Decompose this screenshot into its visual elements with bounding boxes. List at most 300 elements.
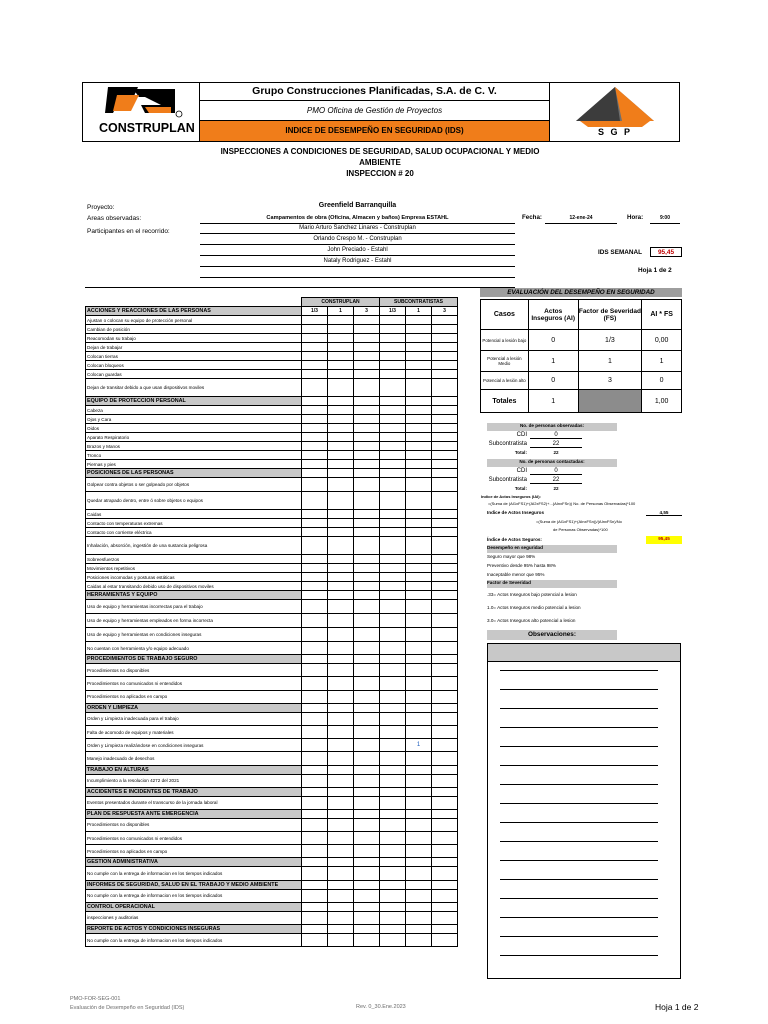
check-cell[interactable] xyxy=(354,510,380,519)
check-cell[interactable] xyxy=(354,752,380,765)
check-cell[interactable] xyxy=(406,765,432,774)
check-cell[interactable] xyxy=(354,677,380,690)
check-cell[interactable] xyxy=(406,537,432,555)
check-cell[interactable] xyxy=(406,614,432,628)
check-cell[interactable] xyxy=(354,818,380,831)
check-cell[interactable] xyxy=(406,316,432,325)
check-cell[interactable] xyxy=(406,433,432,442)
check-cell[interactable] xyxy=(328,343,354,352)
check-cell[interactable] xyxy=(302,880,328,889)
check-cell[interactable] xyxy=(302,352,328,361)
check-cell[interactable] xyxy=(406,690,432,703)
check-cell[interactable] xyxy=(302,424,328,433)
check-cell[interactable] xyxy=(432,845,458,858)
check-cell[interactable] xyxy=(302,537,328,555)
check-cell[interactable] xyxy=(380,796,406,809)
check-cell[interactable] xyxy=(354,537,380,555)
check-cell[interactable] xyxy=(432,911,458,924)
check-cell[interactable] xyxy=(354,492,380,510)
check-cell[interactable] xyxy=(354,600,380,614)
check-cell[interactable] xyxy=(328,628,354,642)
check-cell[interactable] xyxy=(302,600,328,614)
check-cell[interactable] xyxy=(328,370,354,379)
check-cell[interactable] xyxy=(328,361,354,370)
check-cell[interactable] xyxy=(432,934,458,947)
check-cell[interactable] xyxy=(302,442,328,451)
check-cell[interactable] xyxy=(302,911,328,924)
check-cell[interactable] xyxy=(354,655,380,664)
check-cell[interactable] xyxy=(354,765,380,774)
check-cell[interactable] xyxy=(328,510,354,519)
check-cell[interactable] xyxy=(432,510,458,519)
check-cell[interactable] xyxy=(328,442,354,451)
check-cell[interactable] xyxy=(380,469,406,478)
check-cell[interactable] xyxy=(380,832,406,845)
check-cell[interactable] xyxy=(328,325,354,334)
observation-line[interactable] xyxy=(500,936,658,937)
check-cell[interactable] xyxy=(432,664,458,677)
check-cell[interactable] xyxy=(302,460,328,469)
check-cell[interactable] xyxy=(380,934,406,947)
check-cell[interactable] xyxy=(380,406,406,415)
check-cell[interactable] xyxy=(302,934,328,947)
check-cell[interactable] xyxy=(354,774,380,787)
check-cell[interactable] xyxy=(432,573,458,582)
observation-line[interactable] xyxy=(500,784,658,785)
check-cell[interactable] xyxy=(302,573,328,582)
check-cell[interactable] xyxy=(302,703,328,712)
check-cell[interactable] xyxy=(406,712,432,725)
check-cell[interactable] xyxy=(380,642,406,655)
check-cell[interactable] xyxy=(354,460,380,469)
check-cell[interactable] xyxy=(354,725,380,738)
check-cell[interactable] xyxy=(328,424,354,433)
check-cell[interactable] xyxy=(406,664,432,677)
check-cell[interactable] xyxy=(432,628,458,642)
check-cell[interactable] xyxy=(302,845,328,858)
observation-line[interactable] xyxy=(500,898,658,899)
check-cell[interactable] xyxy=(328,796,354,809)
check-cell[interactable] xyxy=(328,858,354,867)
check-cell[interactable] xyxy=(380,739,406,752)
check-cell[interactable] xyxy=(302,655,328,664)
observation-line[interactable] xyxy=(500,689,658,690)
check-cell[interactable] xyxy=(406,925,432,934)
check-cell[interactable] xyxy=(432,316,458,325)
check-cell[interactable] xyxy=(380,818,406,831)
check-cell[interactable] xyxy=(302,925,328,934)
check-cell[interactable] xyxy=(354,889,380,902)
check-cell[interactable] xyxy=(328,642,354,655)
check-cell[interactable] xyxy=(432,424,458,433)
check-cell[interactable] xyxy=(302,564,328,573)
check-cell[interactable] xyxy=(354,628,380,642)
check-cell[interactable] xyxy=(328,664,354,677)
check-cell[interactable] xyxy=(432,703,458,712)
check-cell[interactable] xyxy=(302,397,328,406)
check-cell[interactable] xyxy=(380,325,406,334)
check-cell[interactable] xyxy=(328,845,354,858)
check-cell[interactable] xyxy=(432,537,458,555)
check-cell[interactable] xyxy=(328,677,354,690)
check-cell[interactable] xyxy=(328,703,354,712)
check-cell[interactable] xyxy=(328,655,354,664)
check-cell[interactable] xyxy=(354,316,380,325)
check-cell[interactable] xyxy=(406,858,432,867)
check-cell[interactable] xyxy=(432,677,458,690)
check-cell[interactable] xyxy=(328,352,354,361)
check-cell[interactable] xyxy=(406,352,432,361)
check-cell[interactable] xyxy=(406,424,432,433)
check-cell[interactable] xyxy=(406,867,432,880)
observation-line[interactable] xyxy=(500,670,658,671)
observation-line[interactable] xyxy=(500,765,658,766)
check-cell[interactable] xyxy=(328,690,354,703)
check-cell[interactable] xyxy=(380,664,406,677)
check-cell[interactable] xyxy=(354,809,380,818)
check-cell[interactable] xyxy=(328,911,354,924)
check-cell[interactable] xyxy=(302,492,328,510)
check-cell[interactable] xyxy=(380,655,406,664)
check-cell[interactable] xyxy=(380,379,406,397)
check-cell[interactable] xyxy=(432,555,458,564)
check-cell[interactable] xyxy=(354,528,380,537)
check-cell[interactable] xyxy=(380,564,406,573)
check-cell[interactable] xyxy=(328,582,354,591)
check-cell[interactable] xyxy=(354,614,380,628)
check-cell[interactable] xyxy=(432,433,458,442)
check-cell[interactable] xyxy=(380,460,406,469)
check-cell[interactable] xyxy=(380,614,406,628)
check-cell[interactable] xyxy=(406,451,432,460)
check-cell[interactable] xyxy=(380,442,406,451)
check-cell[interactable] xyxy=(432,334,458,343)
check-cell[interactable] xyxy=(328,787,354,796)
check-cell[interactable] xyxy=(406,564,432,573)
check-cell[interactable] xyxy=(302,752,328,765)
check-cell[interactable] xyxy=(432,902,458,911)
check-cell[interactable] xyxy=(354,361,380,370)
check-cell[interactable] xyxy=(406,628,432,642)
check-cell[interactable] xyxy=(406,796,432,809)
check-cell[interactable] xyxy=(406,582,432,591)
check-cell[interactable] xyxy=(354,880,380,889)
check-cell[interactable] xyxy=(328,600,354,614)
check-cell[interactable] xyxy=(328,316,354,325)
check-cell[interactable] xyxy=(354,334,380,343)
check-cell[interactable] xyxy=(432,442,458,451)
check-cell[interactable] xyxy=(380,774,406,787)
check-cell[interactable] xyxy=(302,469,328,478)
check-cell[interactable] xyxy=(302,739,328,752)
check-cell[interactable] xyxy=(432,614,458,628)
check-cell[interactable] xyxy=(432,460,458,469)
check-cell[interactable] xyxy=(406,379,432,397)
check-cell[interactable] xyxy=(354,642,380,655)
check-cell[interactable] xyxy=(380,478,406,492)
check-cell[interactable] xyxy=(380,809,406,818)
check-cell[interactable] xyxy=(432,809,458,818)
check-cell[interactable] xyxy=(328,880,354,889)
check-cell[interactable] xyxy=(354,787,380,796)
check-cell[interactable] xyxy=(432,406,458,415)
check-cell[interactable] xyxy=(354,469,380,478)
check-cell[interactable] xyxy=(354,582,380,591)
check-cell[interactable] xyxy=(302,765,328,774)
observation-line[interactable] xyxy=(500,860,658,861)
check-cell[interactable] xyxy=(354,451,380,460)
check-cell[interactable] xyxy=(432,343,458,352)
check-cell[interactable] xyxy=(380,316,406,325)
check-cell[interactable] xyxy=(406,519,432,528)
check-cell[interactable] xyxy=(354,573,380,582)
check-cell[interactable] xyxy=(354,424,380,433)
check-cell[interactable] xyxy=(354,433,380,442)
check-cell[interactable] xyxy=(302,690,328,703)
check-cell[interactable] xyxy=(380,925,406,934)
check-cell[interactable] xyxy=(432,451,458,460)
check-cell[interactable] xyxy=(328,889,354,902)
check-cell[interactable] xyxy=(406,752,432,765)
check-cell[interactable] xyxy=(380,361,406,370)
check-cell[interactable] xyxy=(302,528,328,537)
check-cell[interactable] xyxy=(354,664,380,677)
check-cell[interactable] xyxy=(328,765,354,774)
check-cell[interactable] xyxy=(302,712,328,725)
check-cell[interactable] xyxy=(302,510,328,519)
check-cell[interactable] xyxy=(302,725,328,738)
check-cell[interactable] xyxy=(380,765,406,774)
check-cell[interactable] xyxy=(380,703,406,712)
check-cell[interactable] xyxy=(302,787,328,796)
check-cell[interactable] xyxy=(354,325,380,334)
check-cell[interactable] xyxy=(380,752,406,765)
check-cell[interactable] xyxy=(380,858,406,867)
check-cell[interactable] xyxy=(302,818,328,831)
check-cell[interactable] xyxy=(328,752,354,765)
check-cell[interactable] xyxy=(406,832,432,845)
check-cell[interactable] xyxy=(354,934,380,947)
check-cell[interactable] xyxy=(302,774,328,787)
check-cell[interactable] xyxy=(354,397,380,406)
observation-line[interactable] xyxy=(500,822,658,823)
check-cell[interactable] xyxy=(354,925,380,934)
check-cell[interactable] xyxy=(302,614,328,628)
check-cell[interactable] xyxy=(406,725,432,738)
check-cell[interactable] xyxy=(406,510,432,519)
check-cell[interactable] xyxy=(380,845,406,858)
check-cell[interactable] xyxy=(328,739,354,752)
check-cell[interactable] xyxy=(328,555,354,564)
check-cell[interactable] xyxy=(328,406,354,415)
check-cell[interactable] xyxy=(432,925,458,934)
check-cell[interactable] xyxy=(406,325,432,334)
observation-line[interactable] xyxy=(500,955,658,956)
check-cell[interactable] xyxy=(302,858,328,867)
check-cell[interactable] xyxy=(302,628,328,642)
check-cell[interactable] xyxy=(302,889,328,902)
check-cell[interactable] xyxy=(432,867,458,880)
observation-line[interactable] xyxy=(500,746,658,747)
check-cell[interactable] xyxy=(406,703,432,712)
check-cell[interactable] xyxy=(406,361,432,370)
check-cell[interactable] xyxy=(432,591,458,600)
check-cell[interactable] xyxy=(354,796,380,809)
check-cell[interactable] xyxy=(406,492,432,510)
observation-line[interactable] xyxy=(500,841,658,842)
check-cell[interactable] xyxy=(380,573,406,582)
check-cell[interactable] xyxy=(406,442,432,451)
check-cell[interactable] xyxy=(380,510,406,519)
check-cell[interactable] xyxy=(380,902,406,911)
check-cell[interactable] xyxy=(406,334,432,343)
check-cell[interactable] xyxy=(406,902,432,911)
check-cell[interactable] xyxy=(328,774,354,787)
check-cell[interactable] xyxy=(380,451,406,460)
check-cell[interactable] xyxy=(432,600,458,614)
check-cell[interactable] xyxy=(302,902,328,911)
check-cell[interactable] xyxy=(354,845,380,858)
check-cell[interactable] xyxy=(380,519,406,528)
check-cell[interactable] xyxy=(432,361,458,370)
check-cell[interactable] xyxy=(380,334,406,343)
check-cell[interactable] xyxy=(302,379,328,397)
check-cell[interactable] xyxy=(328,902,354,911)
check-cell[interactable] xyxy=(380,370,406,379)
check-cell[interactable] xyxy=(302,555,328,564)
check-cell[interactable] xyxy=(406,934,432,947)
check-cell[interactable] xyxy=(432,519,458,528)
check-cell[interactable] xyxy=(302,343,328,352)
check-cell[interactable] xyxy=(354,690,380,703)
check-cell[interactable] xyxy=(432,352,458,361)
check-cell[interactable] xyxy=(354,343,380,352)
check-cell[interactable] xyxy=(328,564,354,573)
check-cell[interactable] xyxy=(406,774,432,787)
check-cell[interactable] xyxy=(302,582,328,591)
check-cell[interactable] xyxy=(406,397,432,406)
check-cell[interactable] xyxy=(302,406,328,415)
check-cell[interactable] xyxy=(406,818,432,831)
check-cell[interactable] xyxy=(432,415,458,424)
check-cell[interactable] xyxy=(328,614,354,628)
check-cell[interactable] xyxy=(302,370,328,379)
check-cell[interactable] xyxy=(432,655,458,664)
check-cell[interactable] xyxy=(328,397,354,406)
check-cell[interactable] xyxy=(432,725,458,738)
check-cell[interactable] xyxy=(328,809,354,818)
check-cell[interactable] xyxy=(380,343,406,352)
check-cell[interactable] xyxy=(380,415,406,424)
check-cell[interactable] xyxy=(406,600,432,614)
check-cell[interactable] xyxy=(380,725,406,738)
check-cell[interactable] xyxy=(354,867,380,880)
check-cell[interactable] xyxy=(328,415,354,424)
check-cell[interactable] xyxy=(302,478,328,492)
check-cell[interactable] xyxy=(406,677,432,690)
check-cell[interactable] xyxy=(380,712,406,725)
check-cell[interactable] xyxy=(406,415,432,424)
check-cell[interactable] xyxy=(354,519,380,528)
check-cell[interactable] xyxy=(380,582,406,591)
check-cell[interactable] xyxy=(380,555,406,564)
check-cell[interactable] xyxy=(380,537,406,555)
check-cell[interactable] xyxy=(328,867,354,880)
check-cell[interactable] xyxy=(328,818,354,831)
check-cell[interactable] xyxy=(328,379,354,397)
check-cell[interactable] xyxy=(406,573,432,582)
check-cell[interactable] xyxy=(328,478,354,492)
check-cell[interactable] xyxy=(432,787,458,796)
check-cell[interactable] xyxy=(380,397,406,406)
check-cell[interactable] xyxy=(302,591,328,600)
check-cell[interactable] xyxy=(354,911,380,924)
check-cell[interactable] xyxy=(380,677,406,690)
check-cell[interactable] xyxy=(302,677,328,690)
check-cell[interactable] xyxy=(302,809,328,818)
check-cell[interactable] xyxy=(354,858,380,867)
check-cell[interactable] xyxy=(328,573,354,582)
check-cell[interactable] xyxy=(328,925,354,934)
check-cell[interactable] xyxy=(302,642,328,655)
check-cell[interactable] xyxy=(354,739,380,752)
check-cell[interactable] xyxy=(328,492,354,510)
check-cell[interactable] xyxy=(406,555,432,564)
check-cell[interactable] xyxy=(354,555,380,564)
check-cell[interactable] xyxy=(354,902,380,911)
check-cell[interactable] xyxy=(328,832,354,845)
check-cell[interactable] xyxy=(328,460,354,469)
check-cell[interactable] xyxy=(406,460,432,469)
check-cell[interactable] xyxy=(432,832,458,845)
check-cell[interactable] xyxy=(354,478,380,492)
check-cell[interactable] xyxy=(432,796,458,809)
check-cell[interactable] xyxy=(354,370,380,379)
check-cell[interactable] xyxy=(432,690,458,703)
check-cell[interactable] xyxy=(380,911,406,924)
check-cell[interactable] xyxy=(432,325,458,334)
check-cell[interactable] xyxy=(406,787,432,796)
check-cell[interactable] xyxy=(354,442,380,451)
check-cell[interactable] xyxy=(406,591,432,600)
check-cell[interactable] xyxy=(354,352,380,361)
check-cell[interactable] xyxy=(406,343,432,352)
check-cell[interactable] xyxy=(354,712,380,725)
check-cell[interactable] xyxy=(406,809,432,818)
check-cell[interactable] xyxy=(354,832,380,845)
check-cell[interactable] xyxy=(380,492,406,510)
check-cell[interactable] xyxy=(432,370,458,379)
check-cell[interactable] xyxy=(432,469,458,478)
check-cell[interactable] xyxy=(380,787,406,796)
check-cell[interactable] xyxy=(380,352,406,361)
check-cell[interactable] xyxy=(406,642,432,655)
check-cell[interactable] xyxy=(380,880,406,889)
check-cell[interactable] xyxy=(328,712,354,725)
check-cell[interactable] xyxy=(406,880,432,889)
check-cell[interactable] xyxy=(406,469,432,478)
check-cell[interactable] xyxy=(302,316,328,325)
check-cell[interactable] xyxy=(406,370,432,379)
observation-line[interactable] xyxy=(500,803,658,804)
check-cell[interactable] xyxy=(406,528,432,537)
observation-line[interactable] xyxy=(500,727,658,728)
check-cell[interactable] xyxy=(302,451,328,460)
check-cell[interactable] xyxy=(380,600,406,614)
check-cell[interactable] xyxy=(302,796,328,809)
check-cell[interactable] xyxy=(380,591,406,600)
check-cell[interactable] xyxy=(432,397,458,406)
